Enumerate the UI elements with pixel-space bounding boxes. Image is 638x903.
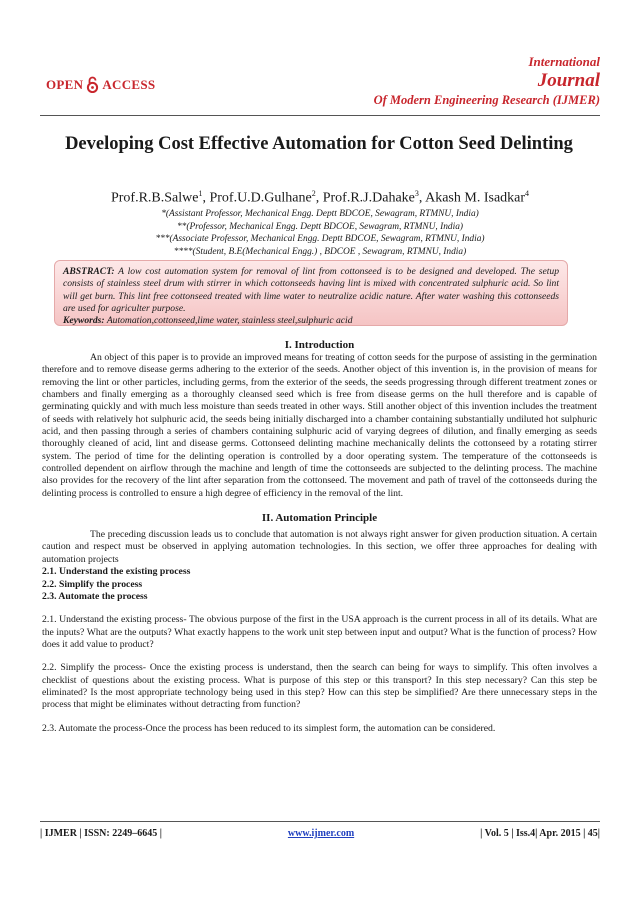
abstract-label: ABSTRACT:	[63, 266, 115, 277]
paper-title: Developing Cost Effective Automation for Cotton Seed Delinting	[65, 134, 573, 154]
approach-item: 2.3. Automate the process	[42, 590, 148, 602]
access-label: ACCESS	[102, 76, 156, 92]
author-sup: 4	[525, 189, 530, 198]
affiliation-line: ***(Associate Professor, Mechanical Engg. Deptt BDCOE, Sewagram, RTMNU, India)	[155, 234, 485, 244]
affiliation-line: *(Assistant Professor, Mechanical Engg. Deptt BDCOE, Sewagram, RTMNU, India)	[161, 209, 479, 219]
abstract-text: A low cost automation system for removal of lint from cottonseed is to be designed and developed. The setup consists of stainless steel drum with stirrer in which cottonseeds having lint is mixed with concentrated sulphuric acid. So lint will get burn. This lint free cottonseed treated with lime water to neutralize acidic nature. After water washing this cottonseeds are used for agriculter purpose.	[63, 266, 559, 314]
intro-paragraph: An object of this paper is to provide an improved means for treating of cotton seeds for the purpose of assisting in the germination therefore and to remove disease germs adhering to the exterior of the seeds. Another object of this invention is, in the provision of means for removing the lint or other particles, including germs, from the exterior of the seeds, the seeds progressing through different treatment zones or chambers and finally emerging as a thoroughly cleansed seed which is free from disease germs on the hull therefore and is capable of germinating quickly and with much less moisture than seeds treated in other ways. Still another object of this invention includes the treatment of seeds with relatively hot sulphuric acid, the seeds being initially discharged into a chamber containing substantially undiluted hot sulphuric acid, and then passing through a series of chambers containing sulphuric acid of varying degrees of dilution, and finally emerging as seeds thoroughly cleaned of acid, lint and disease germs. Cottonseed delinting machine mechanically delints the cottonseed by a rotating stirrer system. The period of time for the delinting operation is controlled by a door operating system. The temperature of the cottonseeds is controlled dependent on airflow through the machine and length of time the cottonseeds are subjected to the delinting process. The machine also provides for the recovery of the lint after separation from the cottonseed. The movement and path of travel of the cottonseeds during the delinting process is controlled to ensure a high degree of efficiency in the removal of the lint.	[42, 352, 597, 499]
header-divider	[40, 115, 600, 116]
journal-header	[40, 54, 600, 114]
footer-issn: | IJMER | ISSN: 2249–6645 |	[40, 828, 162, 839]
keywords-text: Automation,cottonseed,lime water, stainless steel,sulphuric acid	[106, 315, 353, 326]
footer-volume: | Vol. 5 | Iss.4| Apr. 2015 | 45|	[480, 828, 600, 839]
automation-paragraph: The preceding discussion leads us to conclude that automation is not always right answer for given production situation. A certain caution and respect must be observed in applying automation technologies. In this section, we offer three approaches for dealing with automation projects	[42, 529, 597, 565]
paragraph-2-2: 2.2. Simplify the process- Once the existing process is understand, then the search can being for ways to simplify. This often involves a checklist of questions about the existing process. What is purpose of this step or this transport? In this step necessary? Can this step be eliminated? Is the most appropriate technology being used in this step? How can this step be simplified? Are there unnecessary steps in the process that might be eliminates without detracting from function?	[42, 662, 597, 711]
journal-title-block	[374, 54, 600, 108]
paragraph-2-1: 2.1. Understand the existing process- The obvious purpose of the first in the USA approach is the current process in all of its details. What are the inputs? What are the outputs? What exactly happens to the work unit step between input and output? What is the function of process? How does it add value to product?	[42, 614, 597, 650]
paragraph-2-3: 2.3. Automate the process-Once the process has been reduced to its simplest form, the automation can be considered.	[42, 722, 496, 734]
author-list: Prof.R.B.Salwe$^1$, Prof.U.D.Gulhane$^2$, Prof.R.J.Dahake$^3$, Akash M. Isadkar$^4$	[110, 189, 530, 206]
paper-body	[42, 338, 597, 735]
journal-line-name: Of Modern Engineering Research (IJMER)	[373, 93, 600, 107]
affiliation-line: ****(Student, B.E(Mechanical Engg.) , BDCOE , Sewagram, RTMNU, India)	[173, 246, 467, 257]
author-name: Prof.U.D.Gulhane	[209, 190, 312, 206]
footer-website-link[interactable]: www.ijmer.com	[287, 828, 355, 839]
approach-item: 2.2. Simplify the process	[42, 578, 143, 590]
abstract-box	[54, 260, 568, 326]
open-access-logo	[46, 76, 155, 93]
keywords-line	[63, 315, 559, 326]
footer-divider	[40, 821, 600, 822]
affiliation-list	[40, 208, 600, 258]
affiliation-line: **(Professor, Mechanical Engg. Deptt BDCOE, Sewagram, RTMNU, India)	[176, 221, 464, 232]
keywords-label: Keywords:	[63, 315, 105, 326]
page-footer	[40, 827, 600, 840]
author-sup: 1	[198, 189, 203, 198]
approach-item: 2.1. Understand the existing process	[42, 566, 191, 578]
journal-line-international: International	[528, 54, 600, 69]
open-access-lock-icon	[86, 76, 99, 93]
author-sup: 3	[414, 189, 419, 198]
author-name: Prof.R.B.Salwe	[110, 190, 199, 206]
author-sup: 2	[311, 189, 316, 198]
open-label: OPEN	[46, 76, 84, 92]
section-heading-automation: II. Automation Principle	[261, 512, 378, 525]
section-heading-introduction: I. Introduction	[284, 339, 355, 351]
author-name: Akash M. Isadkar	[425, 190, 526, 206]
author-name: Prof.R.J.Dahake	[322, 190, 415, 206]
journal-line-journal: Journal	[537, 70, 600, 91]
